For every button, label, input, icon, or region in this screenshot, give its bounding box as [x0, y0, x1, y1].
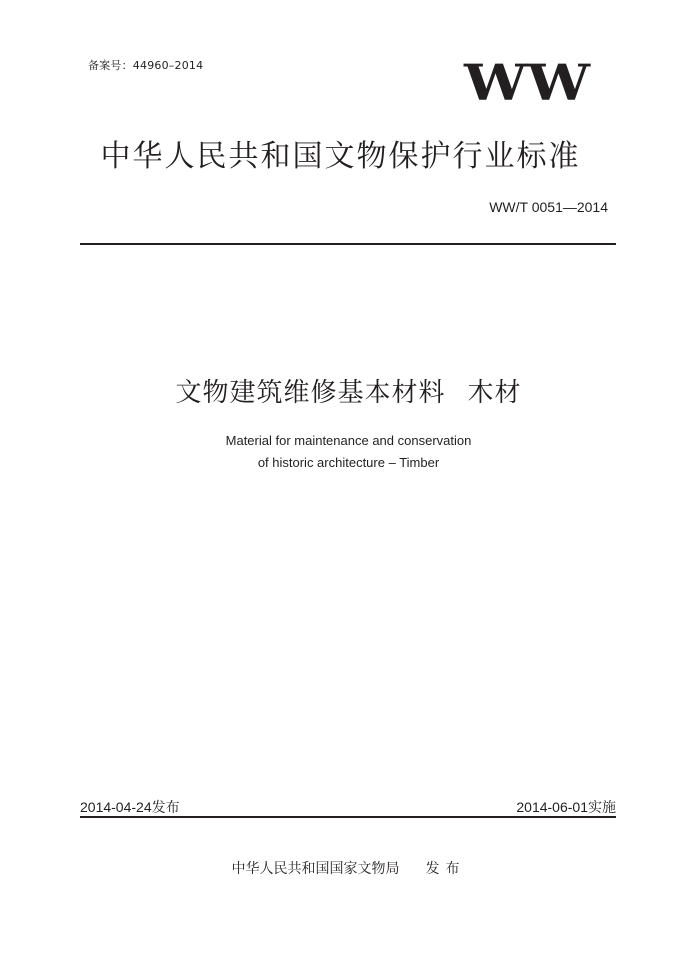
standard-category-title: 中华人民共和国文物保护行业标准 — [100, 139, 581, 174]
en-title-line-1: Material for maintenance and conservation — [225, 433, 472, 448]
bottom-divider — [80, 816, 616, 818]
document-title-main: 文物建筑维修基本材料 — [175, 378, 446, 408]
standard-code: WW/T 0051—2014 — [489, 199, 608, 215]
implementation-date: 2014-06-01实施 — [516, 799, 616, 815]
en-title-line-2: of historic architecture – Timber — [257, 455, 440, 470]
document-title-sub: 木材 — [467, 378, 522, 408]
svg-text:WW: WW — [462, 53, 591, 108]
ww-logo — [462, 52, 592, 108]
publisher-org: 中华人民共和国国家文物局 — [231, 861, 400, 877]
top-divider — [80, 243, 616, 245]
issue-date: 2014-04-24发布 — [80, 799, 180, 815]
publisher-line — [0, 858, 681, 878]
document-title-cn — [0, 372, 681, 409]
record-number: 备案号：44960–2014 — [88, 59, 204, 72]
publisher-action: 发布 — [425, 861, 466, 877]
document-title-en — [0, 430, 681, 474]
